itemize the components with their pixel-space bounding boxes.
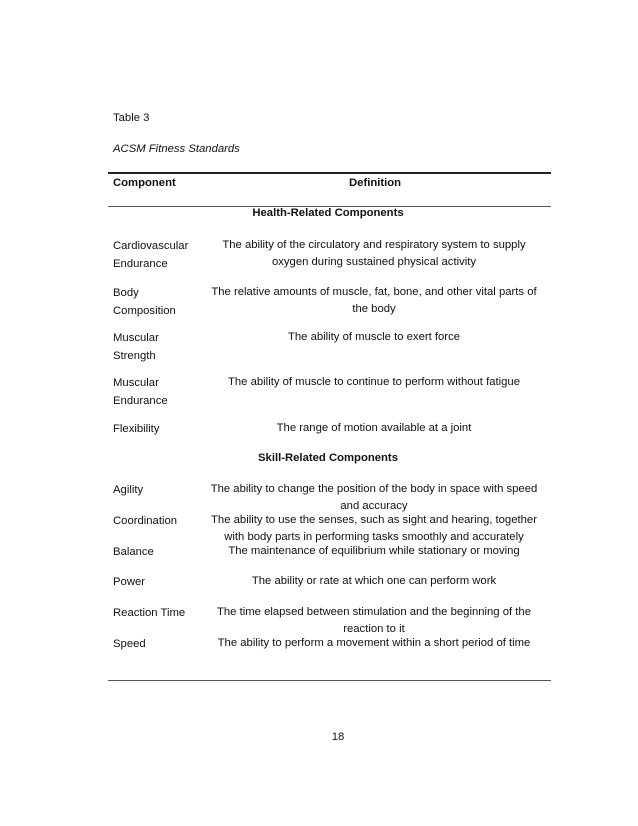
definition-line: the body [352,303,396,315]
page-number: 18 [331,731,345,743]
component-muscular-endurance [113,374,208,410]
table-top-rule [108,172,551,174]
definition-line: The ability to change the position of the body in space with speed [210,483,538,495]
definition-line: The ability of muscle to continue to perform without fatigue [228,376,520,388]
component-line: Endurance [113,395,168,407]
section-health-related: Health-Related Components [252,207,404,219]
component-line: Cardiovascular [113,240,189,252]
definition-balance [203,543,545,560]
component-line: Muscular [113,377,159,389]
definition-muscular-strength [203,329,545,346]
component-line: Endurance [113,258,168,270]
definition-line: The ability of the circulatory and respiratory system to supply [222,239,526,251]
table-bottom-rule [108,680,551,681]
definition-line: oxygen during sustained physical activity [271,256,477,268]
definition-agility [203,481,545,515]
definition-line: The ability to perform a movement within a short period of time [217,637,531,649]
component-line: Muscular [113,332,159,344]
header-definition: Definition [349,177,402,189]
definition-reaction-time [203,604,545,638]
component-line: Body [113,287,139,299]
component-line: Coordination [113,515,178,527]
definition-line: The ability of muscle to exert force [287,331,461,343]
component-line: Strength [113,350,156,362]
table-label: Table 3 [113,112,150,124]
component-line: Flexibility [113,423,160,435]
definition-line: The ability or rate at which one can perform work [251,575,497,587]
definition-line: reaction to it [343,623,405,635]
header-component: Component [113,177,176,189]
component-coordination [113,512,208,530]
component-reaction-time [113,604,208,622]
section-skill-related: Skill-Related Components [258,452,398,464]
definition-power [203,573,545,590]
component-line: Power [113,576,146,588]
definition-muscular-endurance [203,374,545,391]
definition-line: with body parts in performing tasks smoothly and accurately [224,531,524,543]
definition-line: and accuracy [340,500,408,512]
definition-body-composition [203,284,545,318]
component-power [113,573,208,591]
component-line: Speed [113,638,146,650]
definition-coordination [203,512,545,546]
definition-line: The range of motion available at a joint [276,422,472,434]
component-line: Composition [113,305,176,317]
component-line: Agility [113,484,144,496]
component-cardiovascular-endurance [113,237,208,273]
component-agility [113,481,208,499]
component-line: Balance [113,546,154,558]
definition-cardiovascular-endurance [203,237,545,271]
component-balance [113,543,208,561]
component-muscular-strength [113,329,208,365]
definition-line: The maintenance of equilibrium while stationary or moving [228,545,520,557]
component-flexibility [113,420,208,438]
component-speed [113,635,208,653]
definition-flexibility [203,420,545,437]
component-line: Reaction Time [113,607,186,619]
definition-line: The ability to use the senses, such as sight and hearing, together [211,514,537,526]
definition-speed [203,635,545,652]
table-caption: ACSM Fitness Standards [113,143,240,155]
definition-line: The relative amounts of muscle, fat, bone, and other vital parts of [211,286,537,298]
definition-line: The time elapsed between stimulation and the beginning of the [216,606,531,618]
component-body-composition [113,284,208,320]
